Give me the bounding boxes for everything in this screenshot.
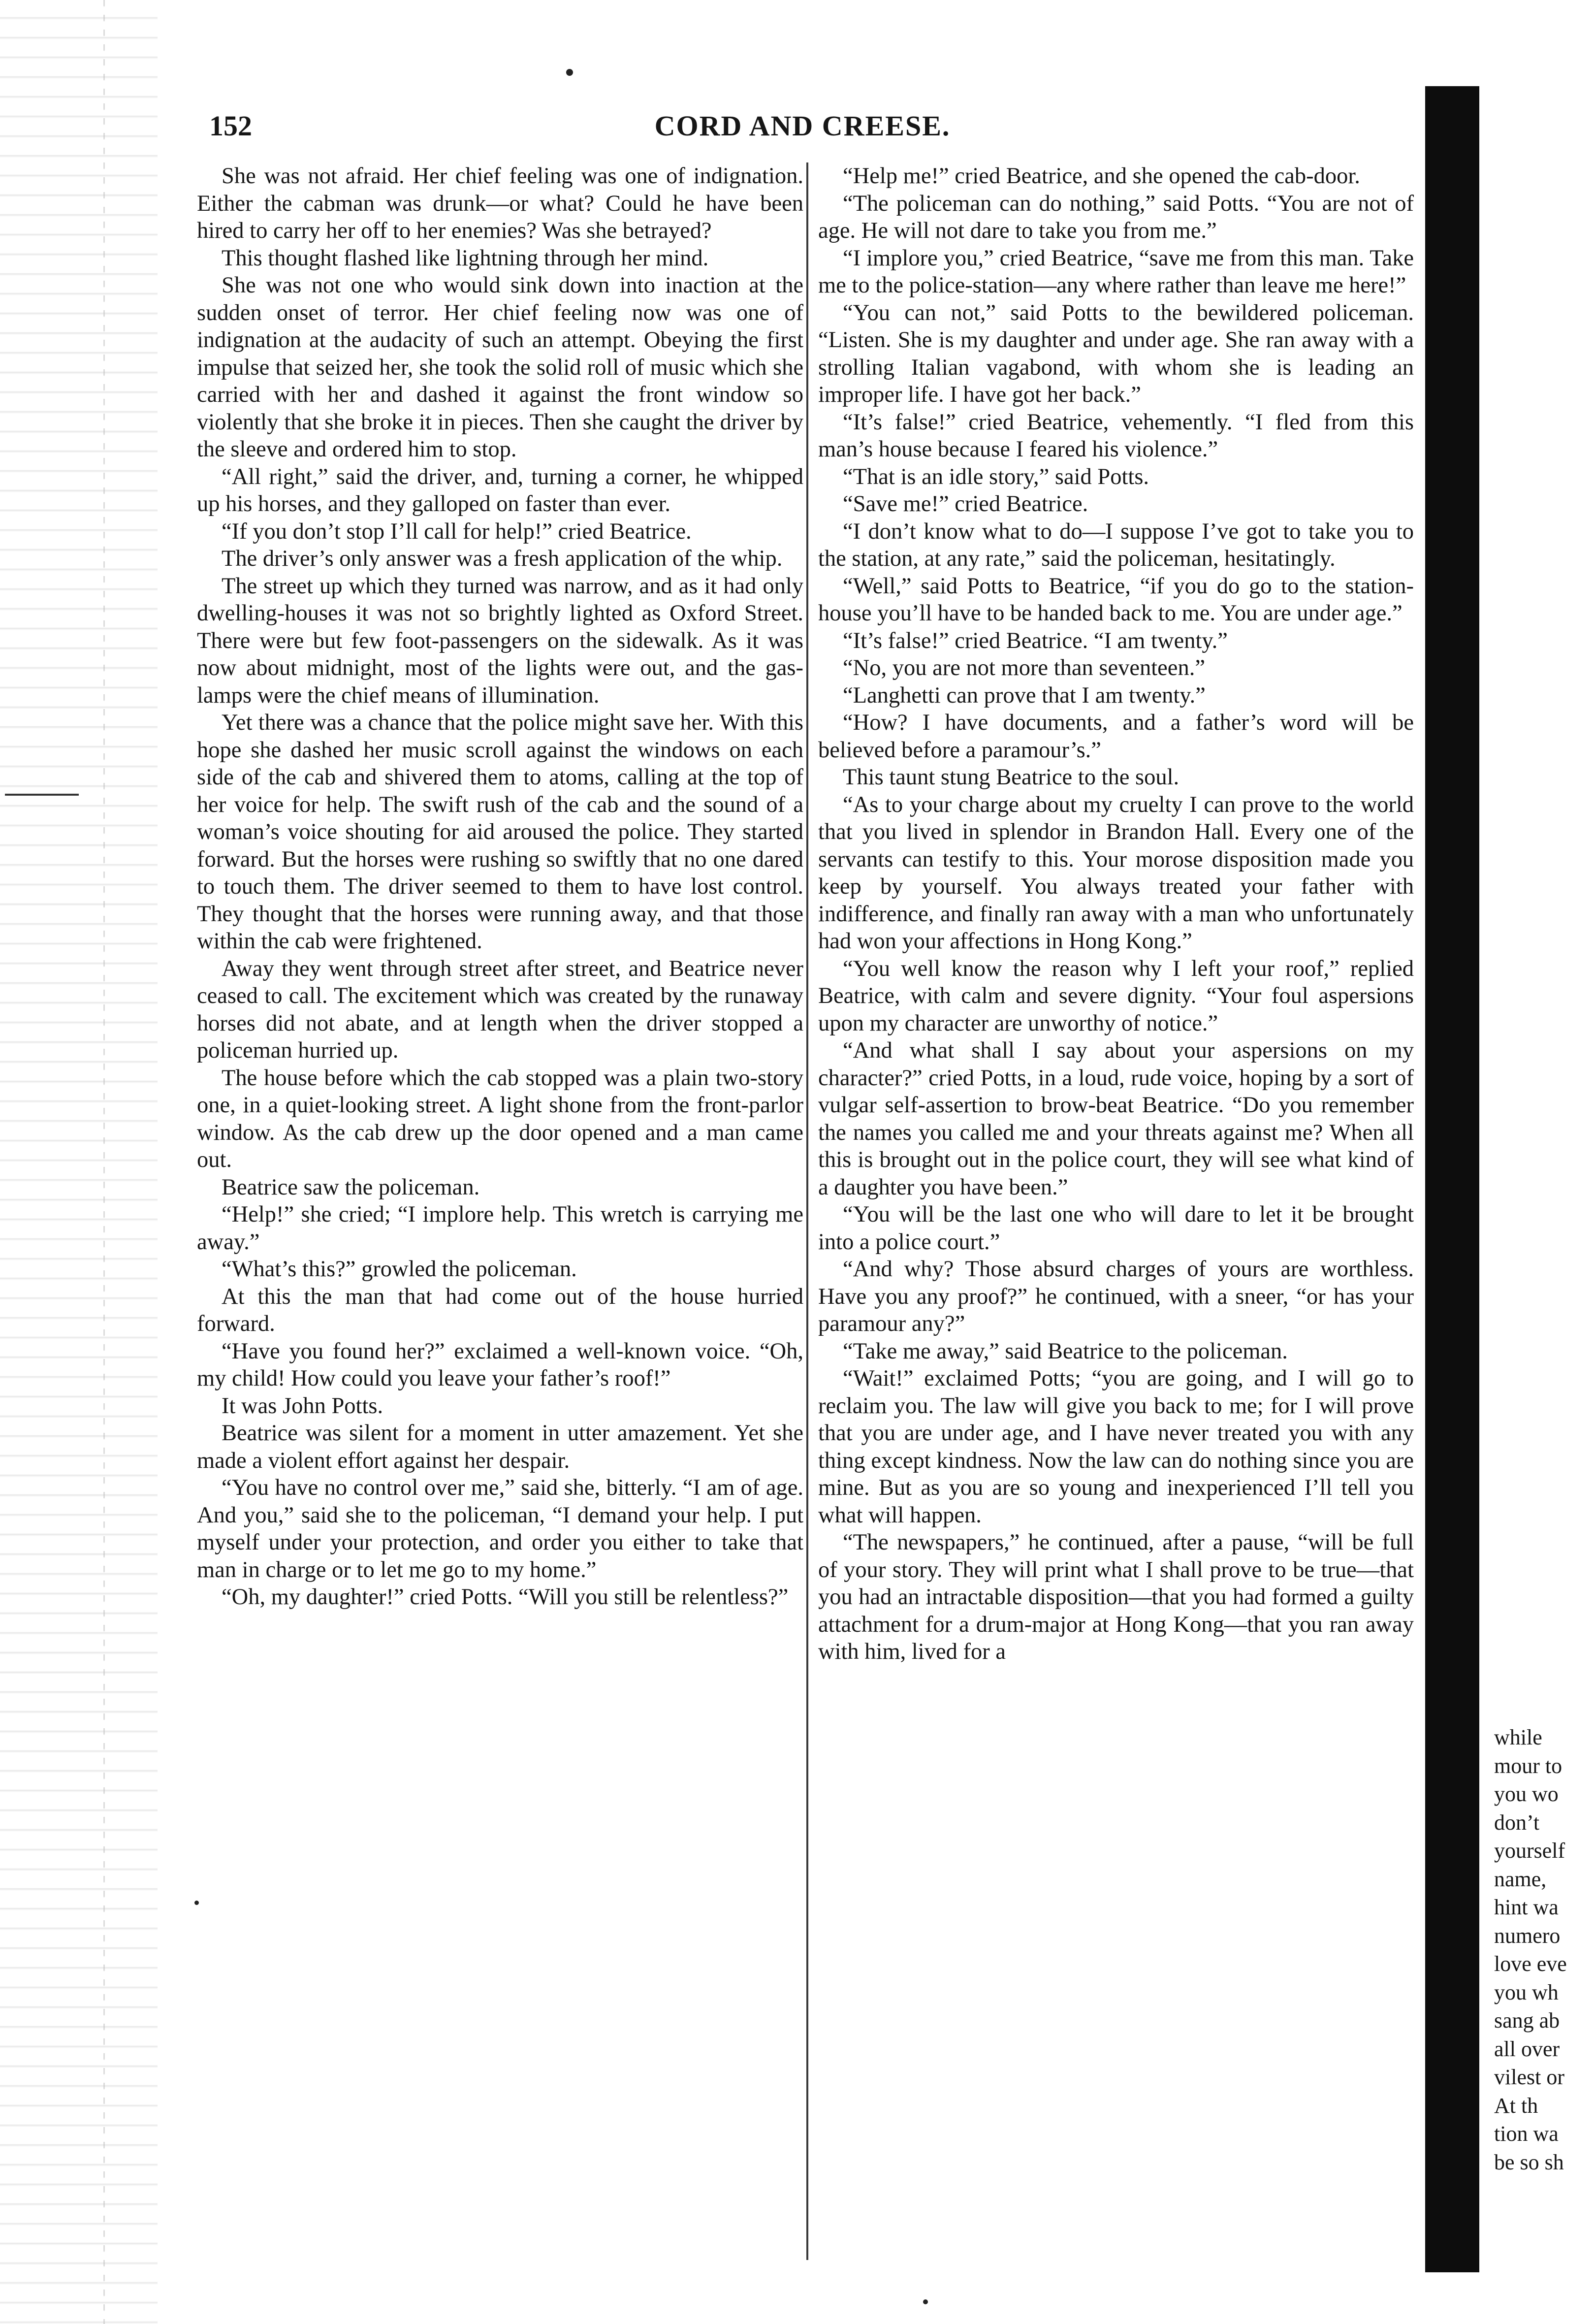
left-text-column xyxy=(197,162,803,1611)
binding-shadow-bar xyxy=(1425,86,1479,2272)
paragraph: “And why? Those absurd charges of yours are worthless. Have you any proof?” he continued, with a sneer, “or has your paramour any?” xyxy=(818,1257,1414,1336)
scan-speck xyxy=(923,2299,928,2304)
paragraph: “What’s this?” growled the policeman. xyxy=(222,1257,577,1282)
fragment-line: vilest or xyxy=(1494,2065,1564,2089)
paragraph: “The newspapers,” he continued, after a pause, “will be full of your story. They will print what I shall prove to be true—that you had an intractable disposition—that you had formed a guilty attachment for a drum-major at Hong Kong—that you ran away with him, lived for a xyxy=(818,1530,1414,1664)
fragment-line: sang ab xyxy=(1494,2008,1560,2033)
fragment-line: you wo xyxy=(1494,1782,1559,1806)
paragraph: Away they went through street after street, and Beatrice never ceased to call. The excitement which was created by the runaway horses did not abate, and at length when the driver stopped a policeman hurried up. xyxy=(197,956,803,1063)
paragraph: Yet there was a chance that the police might save her. With this hope she dashed her music scroll against the windows on each side of the cab and shivered them to atoms, calling at the top of her voice for help. The swift rush of the cab and the sound of a woman’s voice shouting for aid aroused the police. They started forward. But the horses were rushing so swiftly that no one dared to touch them. The driver seemed to them to have lost control. They thought that the horses were running away, and that those within the cab were frightened. xyxy=(197,710,803,954)
paragraph: The street up which they turned was narrow, and as it had only dwelling-houses it was not so brightly lighted as Oxford Street. There were but few foot-passengers on the sidewalk. As it was now about midnight, most of the lights were out, and the gas-lamps were the chief means of illumination. xyxy=(197,573,803,708)
paragraph: This taunt stung Beatrice to the soul. xyxy=(843,765,1180,790)
paragraph: “Wait!” exclaimed Potts; “you are going, and I will go to reclaim you. The law will give you back to me; for I will prove that you are under age, and I have never treated you with any thing except kindness. Now the law can do nothing since you are mine. But as you are so young and inexperienced I’ll tell you what will happen. xyxy=(818,1366,1414,1528)
paragraph: She was not afraid. Her chief feeling was one of indignation. Either the cabman was drunk—or what? Could he have been hired to carry her off to her enemies? Was she betrayed? xyxy=(197,163,803,243)
paragraph: “Oh, my daughter!” cried Potts. “Will you still be relentless?” xyxy=(222,1584,789,1610)
paragraph: “Save me!” cried Beatrice. xyxy=(843,491,1088,516)
paragraph: “And what shall I say about your aspersions on my character?” cried Potts, in a loud, rude voice, hoping by a sort of vulgar self-assertion to brow-beat Beatrice. “Do you remember the names you called me and your threats against me? When all this is brought out in the police court, they will see what kind of a daughter you have been.” xyxy=(818,1038,1414,1200)
scan-edge-noise xyxy=(0,0,158,2324)
paragraph: “If you don’t stop I’ll call for help!” cried Beatrice. xyxy=(222,518,692,544)
paragraph: “Help!” she cried; “I implore help. This wretch is carrying me away.” xyxy=(197,1202,803,1255)
fragment-line: numero xyxy=(1494,1923,1561,1948)
paragraph: “As to your charge about my cruelty I can prove to the world that you lived in splendor in Brandon Hall. Every one of the servants can testify to this. Your morose disposition made you keep by yourself. You always treated your father with indifference, and finally ran away with a man who unfortunately had won your affections in Hong Kong.” xyxy=(818,792,1414,954)
paragraph: “I don’t know what to do—I suppose I’ve got to take you to the station, at any rate,” said the policeman, hesitatingly. xyxy=(818,518,1414,571)
fragment-line: mour to xyxy=(1494,1753,1562,1778)
paragraph: At this the man that had come out of the house hurried forward. xyxy=(197,1284,803,1336)
paragraph: “You have no control over me,” said she, bitterly. “I am of age. And you,” said she to the policeman, “I demand your help. I put myself under your protection, and order you either to take that man in charge or to let me go to my home.” xyxy=(197,1475,803,1582)
fragment-line: don’t xyxy=(1494,1810,1540,1835)
fragment-line: all over xyxy=(1494,2036,1560,2061)
paragraph: Beatrice saw the policeman. xyxy=(222,1174,480,1200)
paragraph: “It’s false!” cried Beatrice. “I am twenty.” xyxy=(843,628,1228,653)
paragraph: “How? I have documents, and a father’s word will be believed before a paramour’s.” xyxy=(818,710,1414,763)
paragraph: “No, you are not more than seventeen.” xyxy=(843,655,1205,680)
running-title: CORD AND CREESE. xyxy=(654,110,951,142)
paragraph: “That is an idle story,” said Potts. xyxy=(843,464,1149,489)
fragment-line: you wh xyxy=(1494,1980,1559,2004)
right-text-column xyxy=(803,162,1414,1666)
paragraph: The house before which the cab stopped was a plain two-story one, in a quiet-looking street. A light shone from the front-parlor window. As the cab drew up the door opened and a man came out. xyxy=(197,1065,803,1172)
fragment-line: be so sh xyxy=(1494,2150,1564,2174)
fragment-line: love eve xyxy=(1494,1952,1567,1976)
paragraph: “It’s false!” cried Beatrice, vehemently. “I fled from this man’s house because I feared his violence.” xyxy=(818,409,1414,462)
paragraph: “Langhetti can prove that I am twenty.” xyxy=(843,682,1206,708)
paragraph: “Take me away,” said Beatrice to the policeman. xyxy=(843,1338,1288,1364)
fragment-line: name, xyxy=(1494,1867,1547,1891)
paragraph: “Well,” said Potts to Beatrice, “if you do go to the station-house you’ll have to be handed back to me. You are under age.” xyxy=(818,573,1414,626)
fragment-line: while xyxy=(1494,1725,1542,1749)
paragraph: Beatrice was silent for a moment in utter amazement. Yet she made a violent effort against her despair. xyxy=(197,1420,803,1473)
paragraph: “The policeman can do nothing,” said Potts. “You are not of age. He will not dare to take you from me.” xyxy=(818,191,1414,243)
fragment-line: hint wa xyxy=(1494,1895,1559,1919)
fragment-line: tion wa xyxy=(1494,2122,1559,2146)
paragraph: “Help me!” cried Beatrice, and she opened the cab-door. xyxy=(843,163,1360,189)
scan-speck xyxy=(194,1901,199,1905)
scan-speck xyxy=(566,69,573,76)
paragraph: The driver’s only answer was a fresh application of the whip. xyxy=(222,546,783,571)
paragraph: It was John Potts. xyxy=(222,1393,383,1419)
paragraph: “All right,” said the driver, and, turning a corner, he whipped up his horses, and they galloped on faster than ever. xyxy=(197,464,803,516)
paragraph: “You can not,” said Potts to the bewildered policeman. “Listen. She is my daughter and under age. She ran away with a strolling Italian vagabond, with whom she is leading an improper life. I have got her back.” xyxy=(818,300,1414,407)
fragment-line: yourself xyxy=(1494,1839,1565,1863)
page-number: 152 xyxy=(209,110,252,142)
paragraph: “Have you found her?” exclaimed a well-known voice. “Oh, my child! How could you leave your father’s roof!” xyxy=(197,1338,803,1391)
paragraph: “You will be the last one who will dare to let it be brought into a police court.” xyxy=(818,1202,1414,1255)
page-header xyxy=(209,109,1396,149)
fragment-line: At th xyxy=(1494,2093,1538,2118)
paragraph: “You well know the reason why I left your roof,” replied Beatrice, with calm and severe dignity. “Your foul aspersions upon my character are unworthy of notice.” xyxy=(818,956,1414,1036)
adjacent-page-fragment xyxy=(1494,1723,1593,2176)
paragraph: She was not one who would sink down into inaction at the sudden onset of terror. Her chief feeling now was one of indignation at the audacity of such an attempt. Obeying the first impulse that seized her, she took the solid roll of music which she carried with her and dashed it against the front window so violently that she broke it in pieces. Then she caught the driver by the sleeve and ordered him to stop. xyxy=(197,273,803,462)
paragraph: This thought flashed like lightning through her mind. xyxy=(222,245,709,271)
margin-rule xyxy=(5,794,79,796)
paragraph: “I implore you,” cried Beatrice, “save me from this man. Take me to the police-station—any where rather than leave me here!” xyxy=(818,245,1414,298)
